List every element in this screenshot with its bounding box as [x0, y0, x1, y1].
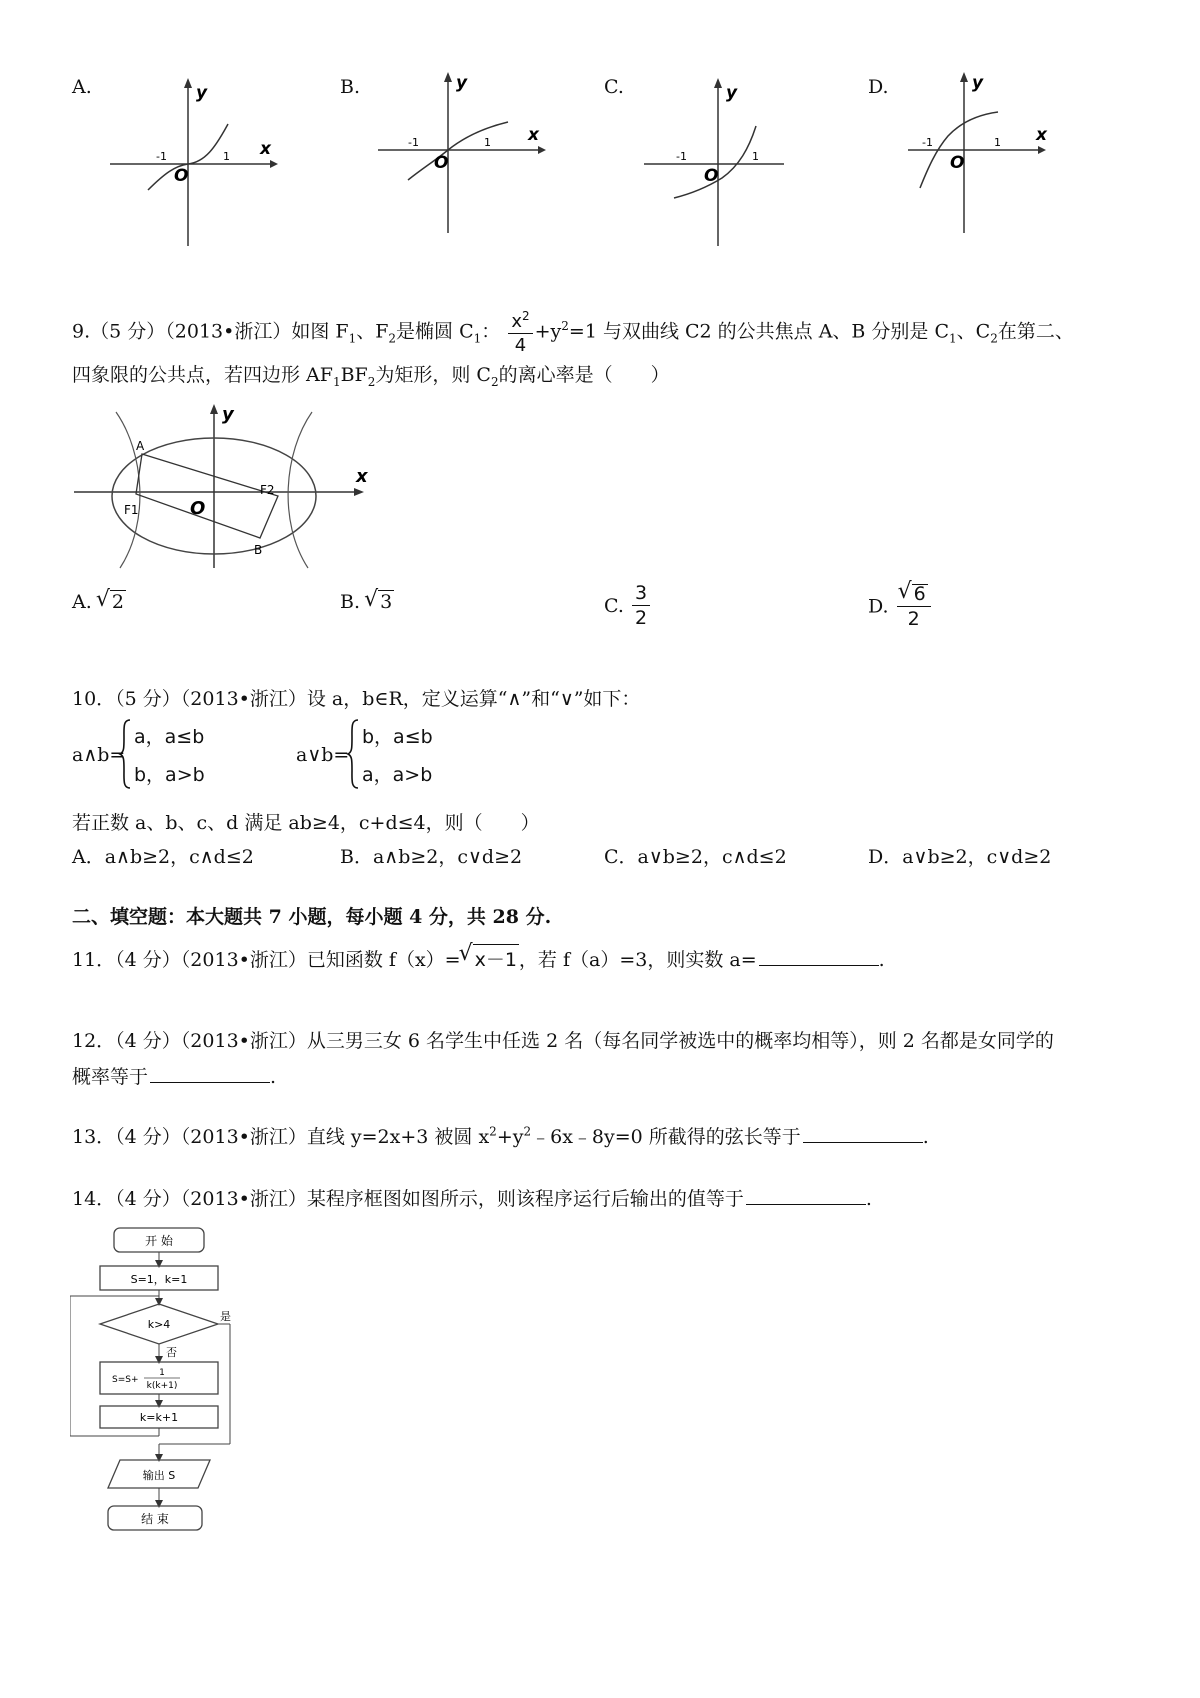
program-flowchart: [70, 1222, 270, 1552]
svg-text:y: y: [972, 73, 984, 93]
q13-line: 13．（4 分）（2013•浙江）直线 y=2x+3 被圆 $x^2+y^2﹣6x﹣8y=0$ 所截得的弦长等于 .: [72, 1124, 929, 1148]
one-tick: 1: [223, 150, 230, 163]
svg-text:O: O: [704, 166, 719, 186]
svg-text:结 束: 结 束: [141, 1512, 169, 1526]
svg-text:k(k+1): k(k+1): [146, 1381, 178, 1391]
q9-option-d: D. √ $\frac{6}{2}$: [868, 584, 933, 629]
section-heading: 二、填空题：本大题共 7 小题，每小题 4 分，共 28 分.: [72, 906, 552, 928]
svg-text:B: B: [254, 543, 263, 557]
svg-text:1: 1: [752, 150, 759, 163]
origin-label: O: [174, 166, 189, 186]
left-brace-icon: [118, 718, 132, 790]
x-label: x: [260, 139, 271, 159]
q8-option-c-label: C.: [604, 76, 624, 98]
svg-text:O: O: [950, 153, 965, 173]
q9-ellipse-figure: [74, 402, 384, 572]
q10-option-c: C．a∨b≥2，c∧d≤2: [604, 846, 787, 868]
svg-text:A: A: [136, 439, 145, 453]
svg-text:S=S+: S=S+: [112, 1375, 139, 1385]
q12-line1: 12．（4 分）（2013•浙江）从三男三女 6 名学生中任选 2 名（每名同学被选中的概率均相等），则 2 名都是女同学的: [72, 1030, 1054, 1052]
svg-text:y: y: [726, 83, 738, 103]
q8-option-d-label: D.: [868, 76, 889, 98]
svg-text:输出 S: 输出 S: [142, 1469, 176, 1482]
q10-stem: 10．（5 分）（2013•浙江）设 a，b∈R，定义运算“∧”和“∨”如下：: [72, 688, 641, 710]
svg-text:否: 否: [166, 1346, 177, 1359]
q9-option-a: A. √ 2: [72, 590, 126, 613]
answer-blank[interactable]: [150, 1068, 270, 1083]
answer-blank[interactable]: [746, 1190, 866, 1205]
q14-line: 14．（4 分）（2013•浙江）某程序框图如图所示，则该程序运行后输出的值等于 .: [72, 1188, 872, 1210]
q9-ellipse-fraction: $\frac{x^2}{4}$: [508, 310, 532, 355]
q8-graph-b: [378, 68, 548, 238]
q9-line1: 9.（5 分）（2013•浙江）如图 $F_1$、$F_2$是椭圆 $C_1$： $\frac{x^2}{4}$ $+y^2=1$ 与双曲线 C2 的公共焦点 A、B 分别是 $C_1$、$C_2$在第二、: [72, 309, 1074, 356]
svg-text:开 始: 开 始: [145, 1234, 173, 1248]
svg-text:-1: -1: [922, 136, 933, 149]
svg-text:1: 1: [159, 1368, 165, 1378]
svg-text:是: 是: [220, 1310, 231, 1323]
svg-text:k=k+1: k=k+1: [139, 1411, 179, 1424]
svg-text:F1: F1: [124, 503, 139, 517]
q8-option-a-label: A.: [72, 76, 92, 98]
svg-text:x: x: [356, 466, 368, 487]
svg-text:x: x: [1036, 125, 1047, 145]
answer-blank[interactable]: [803, 1128, 923, 1143]
svg-text:1: 1: [994, 136, 1001, 149]
q9-option-c: C. $\frac{3}{2}$: [604, 584, 652, 628]
q12-line2: 概率等于 .: [72, 1066, 277, 1088]
q10-condition: 若正数 a、b、c、d 满足 ab≥4，c+d≤4，则（ ）: [72, 812, 540, 834]
q10-option-b: B．a∧b≥2，c∨d≥2: [340, 846, 523, 868]
svg-text:O: O: [190, 498, 206, 519]
q8-graph-a: [110, 78, 280, 248]
q10-option-a: A．a∧b≥2，c∧d≤2: [72, 846, 254, 868]
neg-one-tick: -1: [156, 150, 167, 163]
q9-line2: 四象限的公共点，若四边形 $AF_1BF_2$为矩形，则 $C_2$的离心率是（ ）: [72, 364, 670, 389]
q11-line: 11．（4 分）（2013•浙江）已知函数 f（x）=√ x－1 ，若 f（a）=3，则实数 a= .: [72, 944, 885, 972]
q10-option-d: D．a∨b≥2，c∨d≥2: [868, 846, 1052, 868]
answer-blank[interactable]: [759, 951, 879, 966]
svg-text:O: O: [434, 153, 449, 173]
q8-graph-d: [908, 68, 1078, 238]
svg-text:1: 1: [484, 136, 491, 149]
q8-option-b-label: B.: [340, 76, 361, 98]
svg-text:k>4: k>4: [147, 1318, 171, 1331]
svg-text:y: y: [222, 404, 234, 425]
svg-text:-1: -1: [676, 150, 687, 163]
y-label: y: [196, 83, 208, 103]
svg-text:F2: F2: [260, 483, 275, 497]
q9-option-b: B. √ 3: [340, 590, 394, 613]
svg-text:-1: -1: [408, 136, 419, 149]
left-brace-icon: [346, 718, 360, 790]
svg-text:x: x: [528, 125, 539, 145]
q8-graph-c: [644, 78, 814, 248]
svg-text:S=1，k=1: S=1，k=1: [130, 1273, 188, 1286]
svg-text:y: y: [456, 73, 468, 93]
